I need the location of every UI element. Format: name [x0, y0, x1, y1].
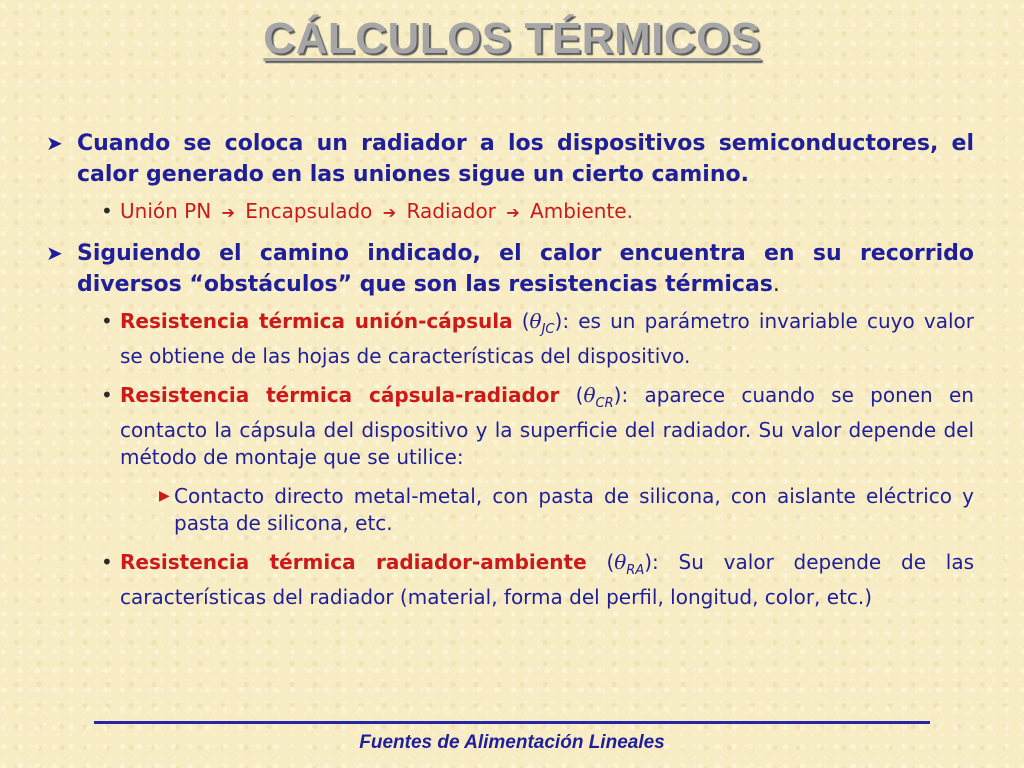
- path-step-ambient: Ambiente.: [530, 199, 633, 223]
- bullet-dot-icon: •: [101, 383, 113, 407]
- right-arrow-icon: ➔: [382, 203, 397, 222]
- bullet-dot-icon: •: [101, 199, 113, 223]
- bullet-dot-icon: •: [101, 309, 113, 333]
- resistance-description: ): Su valor depende de las características del radiador (material, forma del perfil, longitud, color, etc.): [120, 550, 974, 609]
- mounting-text: Contacto directo metal-metal, con pasta de silicona, con aislante eléctrico y pasta de silicona, etc.: [174, 484, 974, 535]
- right-arrow-icon: ➔: [221, 203, 235, 222]
- resistance-name: Resistencia térmica cápsula-radiador: [120, 383, 560, 407]
- resistance-name: Resistencia térmica radiador-ambiente: [120, 550, 587, 574]
- footer-title: Fuentes de Alimentación Lineales: [359, 732, 665, 753]
- bullet-text: Siguiendo el camino indicado, el calor encuentra en su recorrido diversos “obstáculos” que son las resistencias térmicas: [77, 241, 974, 297]
- resistance-capsule-radiator: • Resistencia térmica cápsula-radiador $(\theta_{CR})$: aparece cuando se ponen en contacto la cápsula del dispositivo y la superficie del radiador. Su valor depende del método de montaje que se utilice:: [101, 383, 974, 469]
- path-step-union: Unión PN: [120, 199, 212, 223]
- page-title: CÁLCULOS TÉRMICOS: [263, 14, 761, 63]
- arrowhead-bullet-icon: ➤: [46, 241, 63, 265]
- bullet-dot-icon: •: [101, 550, 113, 574]
- resistance-description: ): es un parámetro invariable cuyo valor se obtiene de las hojas de características del dispositivo.: [120, 309, 974, 368]
- triangle-bullet-icon: ▶: [159, 488, 170, 504]
- path-step-radiator: Radiador: [406, 199, 496, 223]
- heat-path-item: [99, 198, 974, 226]
- theta-subscript: CR: [595, 396, 614, 411]
- resistance-radiator-ambient: • Resistencia térmica radiador-ambiente $(\theta_{RA})$: Su valor depende de las características del radiador (material, forma del perfil, longitud, color, etc.): [101, 550, 974, 609]
- bullet-end-period: .: [772, 272, 780, 297]
- arrowhead-bullet-icon: ➤: [46, 131, 63, 155]
- resistance-junction-capsule: • Resistencia térmica unión-cápsula $(\theta_{JC})$: es un parámetro invariable cuyo valor se obtiene de las hojas de características del dispositivo.: [101, 309, 974, 368]
- slide-content: [46, 128, 974, 623]
- path-step-capsule: Encapsulado: [245, 199, 373, 223]
- bullet-heat-path: [46, 128, 974, 190]
- bullet-text: Cuando se coloca un radiador a los dispositivos semiconductores, el calor generado en las uniones sigue un cierto camino.: [77, 131, 974, 187]
- theta-symbol: θ: [583, 383, 596, 407]
- resistance-name: Resistencia térmica unión-cápsula: [120, 309, 513, 333]
- theta-subscript: RA: [626, 563, 645, 578]
- bullet-thermal-resistances: [46, 238, 974, 300]
- theta-subscript: JC: [541, 322, 555, 337]
- footer-divider: [94, 721, 930, 724]
- right-arrow-icon: ➔: [506, 203, 520, 222]
- theta-symbol: θ: [529, 309, 542, 333]
- mounting-methods-item: [159, 483, 974, 537]
- theta-symbol: θ: [614, 550, 627, 574]
- resistance-description: ): aparece cuando se ponen en contacto la cápsula del dispositivo y la superficie del radiador. Su valor depende del método de montaje que se utilice:: [120, 383, 974, 469]
